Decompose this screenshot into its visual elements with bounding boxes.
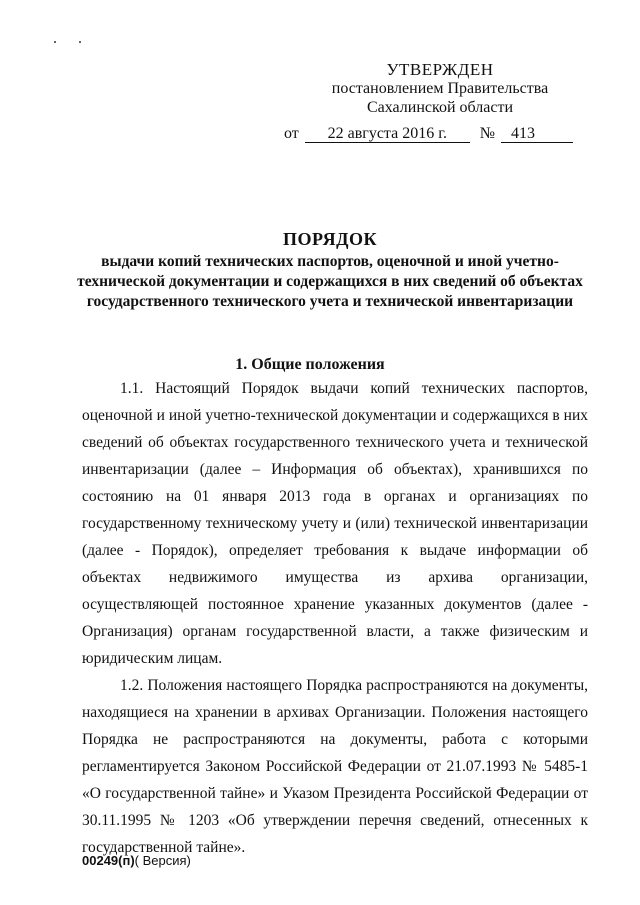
decree-date: 22 августа 2016 г.: [305, 126, 470, 143]
paragraph: 1.1. Настоящий Порядок выдачи копий технических паспортов, оценочной и иной учетно-технической документации и содержащихся в них сведений об объектах государственного технического учета и технической инвентаризации (далее – Информация об объектах), хранившихся по состоянию на 01 января 2013 года в органах и организациях по государственному техническому учету и (или) технической инвентаризации (далее - Порядок), определяет требования к выдаче информации об объектах недвижимого имущества из архива организации, осуществляющей постоянное хранение указанных документов (далее - Организация) органам государственной власти, а также физическим и юридическим лицам.: [82, 380, 588, 667]
number-sign: №: [479, 125, 496, 142]
approval-line: Сахалинской области: [366, 99, 514, 116]
date-prefix: от: [284, 125, 299, 142]
section-heading: 1. Общие положения: [235, 356, 385, 373]
approval-heading: УТВЕРЖДЕН: [386, 60, 494, 79]
approval-line: постановлением Правительства: [331, 80, 549, 97]
footer-code: 00249(п): [82, 853, 135, 868]
document-body: [82, 375, 588, 861]
document-title: [70, 228, 590, 312]
document-footer: [82, 853, 191, 868]
title-subtitle: выдачи копий технических паспортов, оценочной и иной учетно-технической документации и содержащихся в них сведений об объектах государственного технического учета и технической инвентаризации: [77, 253, 583, 310]
footer-version: ( Версия): [134, 853, 191, 868]
decree-date-line: [284, 124, 584, 144]
decree-number: 413: [501, 126, 573, 143]
title-main: ПОРЯДОК: [282, 229, 378, 249]
scan-speck: [79, 41, 81, 43]
approval-stamp: [330, 60, 550, 117]
scan-speck: [54, 41, 56, 43]
paragraph: 1.2. Положения настоящего Порядка распространяются на документы, находящиеся на хранении в архивах Организации. Положения настоящего Порядка не распространяются на документы, работа с которыми регламентируется Законом Российской Федерации от 21.07.1993 № 5485-1 «О государственной тайне» и Указом Президента Российской Федерации от 30.11.1995 № 1203 «Об утверждении перечня сведений, отнесенных к государственной тайне».: [82, 677, 588, 856]
